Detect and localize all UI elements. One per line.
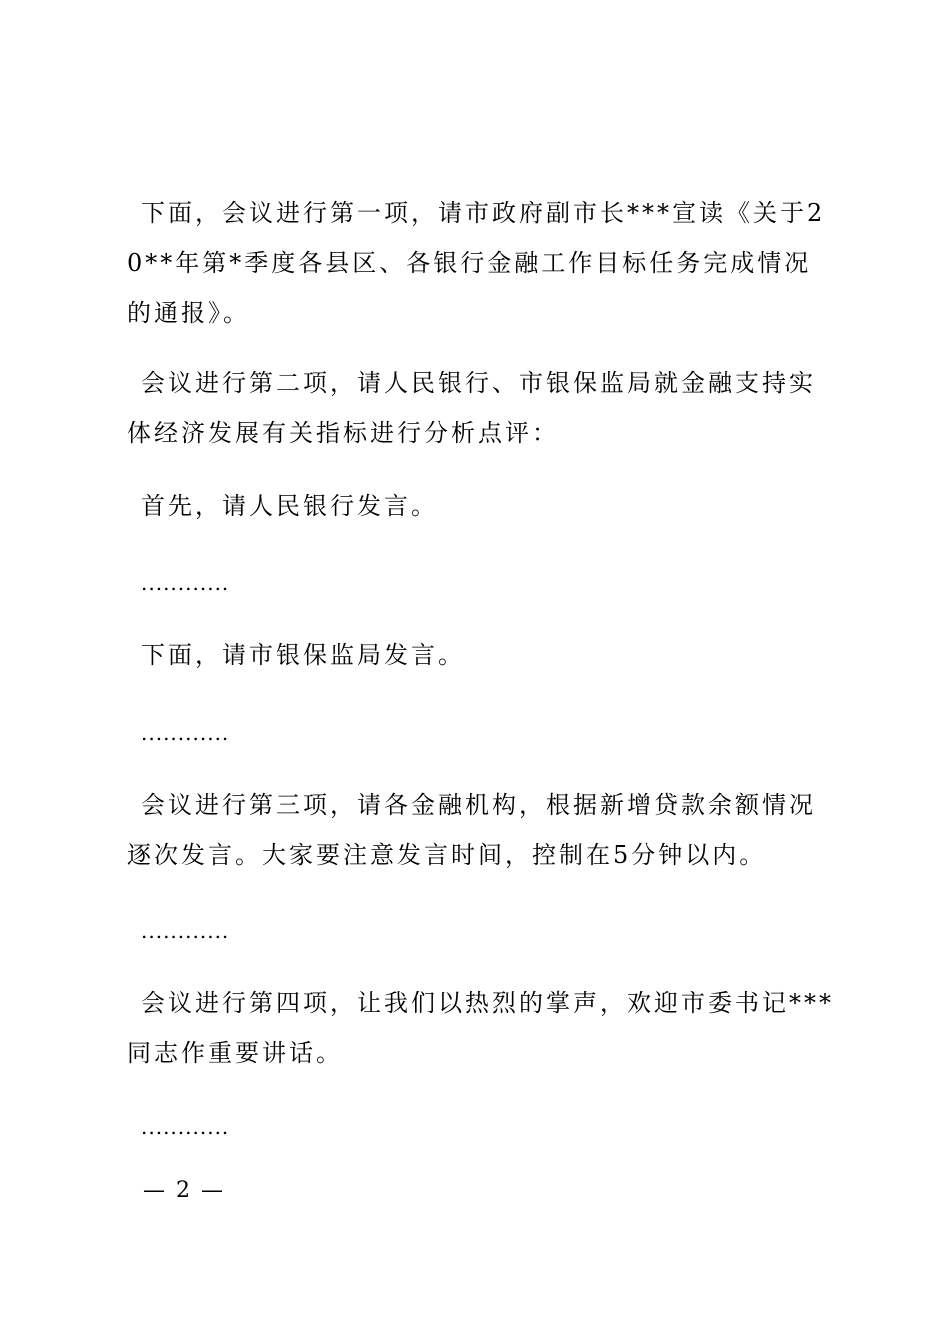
paragraph-pboc-speak: 首先，请人民银行发言。: [141, 492, 438, 520]
ellipsis-4: ............: [141, 1115, 230, 1139]
paragraph-item-one: 下面，会议进行第一项，请市政府副市长***宣读《关于20**年第*季度各县区、各银行金融工作目标任务完成情况的通报》。: [127, 199, 826, 327]
ellipsis-1: ............: [141, 571, 230, 595]
paragraph-item-two: 会议进行第二项，请人民银行、市银保监局就金融支持实体经济发展有关指标进行分析点评：: [127, 369, 816, 447]
paragraph-item-three: 会议进行第三项，请各金融机构，根据新增贷款余额情况逐次发言。大家要注意发言时间，控制在5分钟以内。: [127, 791, 816, 869]
page-number: — 2 —: [143, 1178, 225, 1203]
ellipsis-3: ............: [141, 919, 230, 943]
paragraph-cbirc-speak: 下面，请市银保监局发言。: [141, 641, 465, 669]
ellipsis-2: ............: [141, 721, 230, 745]
paragraph-item-four: 会议进行第四项，让我们以热烈的掌声，欢迎市委书记***同志作重要讲话。: [127, 989, 834, 1067]
